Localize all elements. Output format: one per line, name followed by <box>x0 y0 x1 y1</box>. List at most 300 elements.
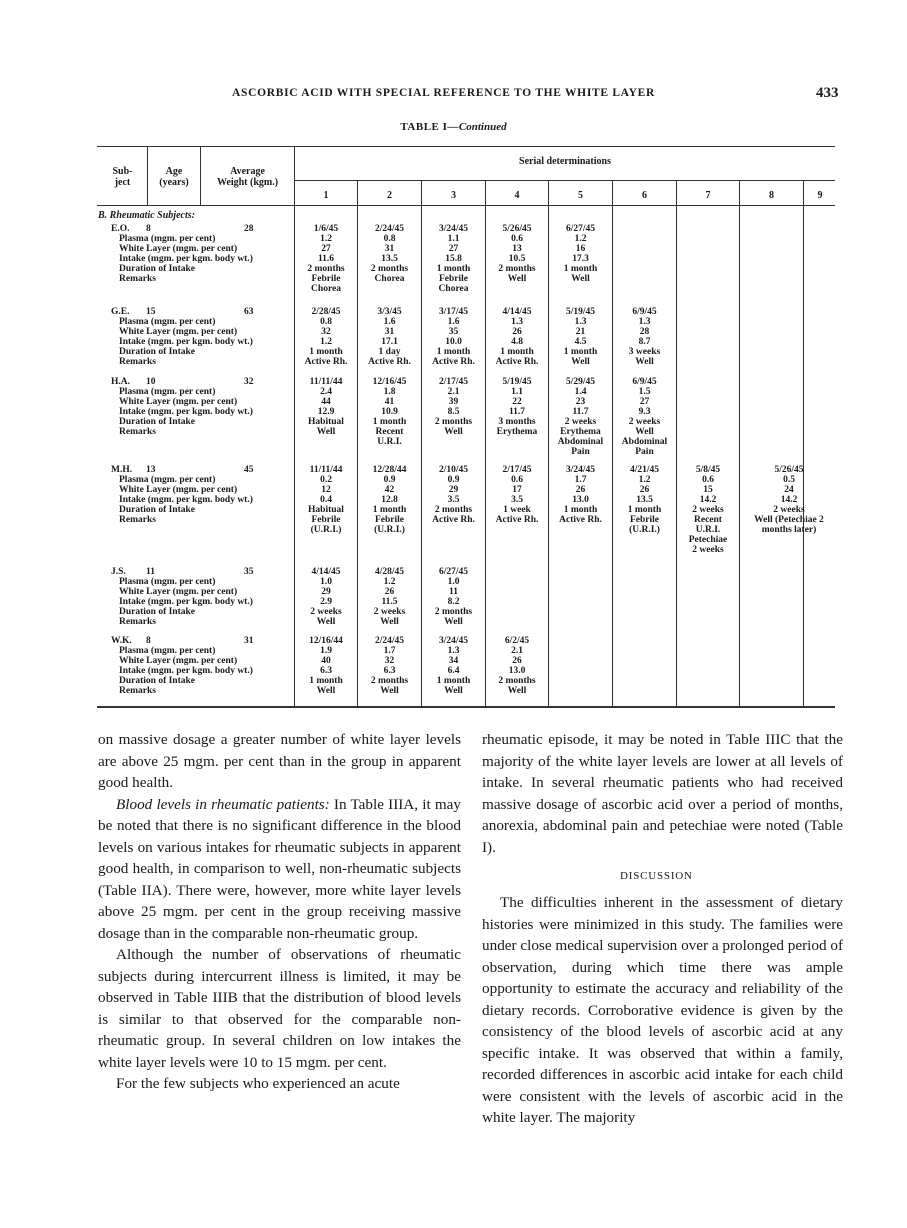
table-cell-stack <box>358 567 421 627</box>
table-cell: months later) <box>761 525 817 535</box>
table-cell: 17.1 <box>381 337 398 347</box>
table-cell-stack <box>422 567 485 627</box>
left-para-2 <box>98 794 461 945</box>
table-cell: 31 <box>384 327 395 337</box>
table-cell-stack <box>295 567 357 627</box>
table-cell: 14.2 <box>780 495 798 505</box>
right-para-1: rheumatic episode, it may be noted in Table IIIC that the majority of the white layer levels are lower at all levels of intake. In several rheumatic patients who had received massive dosage of ascorbic acid over a period of months, anorexia, abdominal pain and petechiae were noted (Table I). <box>482 731 843 856</box>
subject-header <box>100 166 145 188</box>
table-cell: 5/19/45 <box>565 307 596 317</box>
table-cell: 1.9 <box>320 646 332 656</box>
col-divider-6 <box>676 180 677 706</box>
table-cell: 1.2 <box>383 577 396 587</box>
table-cell: 42 <box>384 485 395 495</box>
table-cell-stack <box>295 307 357 367</box>
table-cell: 1 month <box>309 347 343 357</box>
table-cell-stack <box>422 224 485 294</box>
weight-header-line2: Weight (kgm.) <box>216 177 279 188</box>
table-cell: Recent <box>375 427 404 437</box>
table-cell: 13.0 <box>508 666 526 676</box>
table-cell: 3 months <box>498 417 536 427</box>
row-label: White Layer (mgm. per cent) <box>119 656 238 666</box>
table-cell: 12/28/44 <box>372 465 407 475</box>
table-cell: 10.5 <box>508 254 526 264</box>
table-cell: 1 week <box>503 505 531 515</box>
table-cell: 6/9/45 <box>632 307 657 317</box>
row-label: White Layer (mgm. per cent) <box>119 327 238 337</box>
table-cell: 3/3/45 <box>377 307 402 317</box>
table-cell: Abdominal <box>557 437 604 447</box>
table-cell: Chorea <box>311 284 341 294</box>
weight-header <box>201 166 294 188</box>
table-cell: 12.8 <box>381 495 398 505</box>
table-cell: Active Rh. <box>432 357 475 367</box>
table-cell: 26 <box>575 485 586 495</box>
table-cell: 1 month <box>372 505 407 515</box>
col-divider-7 <box>739 180 740 706</box>
row-label: White Layer (mgm. per cent) <box>119 485 238 495</box>
table-cell: Well <box>444 427 463 437</box>
table-cell: 31 <box>384 244 395 254</box>
table-cell-stack <box>549 377 612 457</box>
table-cell: 3/24/45 <box>438 224 469 234</box>
table-cell: 2.1 <box>447 387 460 397</box>
col-num-5: 5 <box>578 190 583 201</box>
table-cell-stack <box>358 307 421 367</box>
table-cell: U.R.I. <box>377 437 402 447</box>
table-cell-stack <box>613 307 676 367</box>
table-cell: 4/14/45 <box>502 307 532 317</box>
table-cell: 32 <box>384 656 395 666</box>
table-cell: 11/11/44 <box>309 377 343 387</box>
table-cell: 6/2/45 <box>504 636 530 646</box>
col-num-4: 4 <box>514 190 520 201</box>
row-label: Intake (mgm. per kgm. body wt.) <box>119 407 253 417</box>
caption-suffix: Continued <box>458 121 507 133</box>
row-label: Duration of Intake <box>119 676 196 686</box>
col-num-3: 3 <box>451 190 456 201</box>
table-cell: 1 month <box>309 676 343 686</box>
table-cell: 2/24/45 <box>374 636 405 646</box>
table-cell-stack <box>613 465 676 535</box>
table-cell: 1.7 <box>383 646 396 656</box>
table-cell: 32 <box>321 327 331 337</box>
table-cell: 1.2 <box>574 234 587 244</box>
subject-age: 11 <box>146 567 155 577</box>
table-cell: 0.8 <box>320 317 332 327</box>
table-cell: 14.2 <box>699 495 717 505</box>
left-para-2-text: In Table IIIA, it may be noted that there is no significant difference in the blood levels on various intakes for rheumatic subjects in apparent good health, in comparison to well, non-rheumatic subjects (Table IIA). There were, however, more white layer levels above 25 mgm. per cent in the group receiving massive dosage than in the comparable non-rheumatic group. <box>98 795 461 942</box>
subject-head-line <box>111 224 296 234</box>
table-cell: 6/9/45 <box>632 377 657 387</box>
table-cell: 2 weeks <box>310 607 342 617</box>
table-cell: Well <box>444 686 463 696</box>
table-cell: 3/24/45 <box>565 465 596 475</box>
table-cell: 39 <box>448 397 459 407</box>
table-cell: 40 <box>321 656 331 666</box>
table-cell: (U.R.I.) <box>374 525 405 535</box>
right-column <box>482 729 843 858</box>
table-cell: Well <box>507 686 527 696</box>
row-label: Remarks <box>119 357 156 367</box>
table-cell: 5/26/45 <box>774 465 804 475</box>
subject-weight: 63 <box>244 307 254 317</box>
table-cell: Well <box>507 274 527 284</box>
table-cell: 12/16/45 <box>372 377 407 387</box>
table-cell: 26 <box>512 656 522 666</box>
table-cell: 1 month <box>627 505 662 515</box>
table-cell-stack <box>358 224 421 284</box>
table-cell: 23 <box>575 397 586 407</box>
table-cell-stack <box>422 465 485 525</box>
table-cell: 22 <box>512 397 522 407</box>
row-label: White Layer (mgm. per cent) <box>119 397 238 407</box>
subject-header-line2: ject <box>114 177 131 188</box>
row-label: Plasma (mgm. per cent) <box>119 387 216 397</box>
subject-name: W.K. <box>111 636 132 646</box>
table-cell: 2.4 <box>320 387 332 397</box>
table-cell-stack <box>613 377 676 457</box>
col-num-7: 7 <box>705 190 711 201</box>
age-header-line2: (years) <box>159 177 189 188</box>
table-cell: 3/24/45 <box>438 636 469 646</box>
left-para-2-heading: Blood levels in rheumatic patients: <box>116 795 330 813</box>
table-cell: 4.8 <box>511 337 523 347</box>
table-cell: (U.R.I.) <box>310 525 342 535</box>
table-cell: 6.3 <box>320 666 332 676</box>
table-cell-stack <box>422 377 485 437</box>
table-cell: U.R.I. <box>695 525 721 535</box>
subject-age: 15 <box>146 307 156 317</box>
table-cell: 2 months <box>434 417 473 427</box>
table-cell: Pain <box>635 447 654 457</box>
table-cell: 1 month <box>436 264 471 274</box>
table-cell: Habitual <box>308 417 344 427</box>
table-cell: 1.1 <box>511 387 523 397</box>
subject-label-block <box>111 465 296 525</box>
table-cell: 8.7 <box>638 337 651 347</box>
table-cell: Chorea <box>438 284 469 294</box>
table-cell: 5/8/45 <box>695 465 721 475</box>
table-cell: Pain <box>571 447 590 457</box>
table-cell: Petechiae <box>688 535 728 545</box>
table-cell: 6.3 <box>383 666 396 676</box>
table-cell: 2/17/45 <box>502 465 532 475</box>
table-cell: 11.5 <box>381 597 398 607</box>
table-cell: 0.9 <box>447 475 460 485</box>
row-label: Remarks <box>119 427 156 437</box>
table-cell: 2 months <box>498 676 536 686</box>
table-cell-stack <box>486 377 548 437</box>
table-cell: 1.5 <box>638 387 651 397</box>
subject-head-line <box>111 377 296 387</box>
table-cell: 2/28/45 <box>311 307 341 317</box>
table-cell: 26 <box>384 587 395 597</box>
table-cell: Well <box>444 617 463 627</box>
subject-name: G.E. <box>111 307 130 317</box>
table-cell-stack <box>486 307 548 367</box>
table-cell: Febrile <box>374 515 404 525</box>
table-cell: 17.3 <box>572 254 589 264</box>
subject-age: 8 <box>146 636 151 646</box>
table-cell: 16 <box>575 244 586 254</box>
table-cell: 13.0 <box>572 495 589 505</box>
table-cell: 34 <box>448 656 459 666</box>
table-cell: 1/6/45 <box>313 224 339 234</box>
table-cell: Well <box>316 617 336 627</box>
running-head: ASCORBIC ACID WITH SPECIAL REFERENCE TO THE WHITE LAYER <box>232 87 656 99</box>
table-cell: 0.2 <box>320 475 332 485</box>
discussion-heading: DISCUSSION <box>620 870 693 882</box>
table-cell: 28 <box>639 327 650 337</box>
row-label: Intake (mgm. per kgm. body wt.) <box>119 254 253 264</box>
table-cell: 17 <box>512 485 522 495</box>
table-cell: 1 month <box>500 347 534 357</box>
table-cell: 2 months <box>370 264 409 274</box>
table-cell: 3 weeks <box>628 347 661 357</box>
table-cell-stack <box>549 465 612 525</box>
table-cell: 11/11/44 <box>309 465 343 475</box>
table-cell: 1.0 <box>320 577 332 587</box>
col-num-2: 2 <box>387 190 392 201</box>
table-cell: 4/14/45 <box>311 567 341 577</box>
table-cell: 11.7 <box>572 407 589 417</box>
table-cell: 12.9 <box>317 407 335 417</box>
subject-weight: 32 <box>244 377 254 387</box>
table-cell: 1.4 <box>574 387 587 397</box>
table-cell: 1.6 <box>447 317 460 327</box>
table-cell: 27 <box>321 244 331 254</box>
subject-label-block <box>111 224 296 284</box>
table-cell-stack <box>740 465 838 535</box>
table-cell: 1.2 <box>320 337 332 347</box>
section-title: B. Rheumatic Subjects: <box>98 210 195 221</box>
table-cell: 1.8 <box>383 387 396 397</box>
table-cell: 35 <box>448 327 459 337</box>
table-cell: 5/26/45 <box>502 224 532 234</box>
table-cell-stack <box>486 224 548 284</box>
table-cell: 8.2 <box>447 597 460 607</box>
table-cell: Erythema <box>560 427 601 437</box>
left-column <box>98 729 461 1095</box>
table-cell: 41 <box>384 397 395 407</box>
table-cell: 1.6 <box>383 317 396 327</box>
table-cell: 1.2 <box>320 234 332 244</box>
col-num-8: 8 <box>769 190 774 201</box>
row-label: Duration of Intake <box>119 347 196 357</box>
table-cell: (U.R.I.) <box>629 525 660 535</box>
row-label: Plasma (mgm. per cent) <box>119 475 216 485</box>
table-cell: 13.5 <box>381 254 398 264</box>
table-cell: 1.1 <box>447 234 460 244</box>
table-cell: 3.5 <box>447 495 460 505</box>
table-cell: Erythema <box>496 427 538 437</box>
subject-header-line1: Sub- <box>112 166 133 177</box>
row-label: Intake (mgm. per kgm. body wt.) <box>119 597 253 607</box>
table-cell: Well <box>571 274 590 284</box>
subject-name: J.S. <box>111 567 126 577</box>
table-cell-stack <box>549 307 612 367</box>
table-cell: 10.0 <box>445 337 462 347</box>
table-cell: 2 months <box>370 676 409 686</box>
table-cell: 2.1 <box>511 646 523 656</box>
table-cell-stack <box>486 465 548 525</box>
left-para-1: on massive dosage a greater number of white layer levels are above 25 mgm. per cent than in the group in apparent good health. <box>98 731 461 791</box>
subject-name: M.H. <box>111 465 133 475</box>
page-number: 433 <box>816 85 839 101</box>
table-cell: Active Rh. <box>368 357 411 367</box>
table-cell: 1 day <box>378 347 401 357</box>
table-cell: 1 month <box>372 417 407 427</box>
table-cell: 4.5 <box>574 337 587 347</box>
col-num-9: 9 <box>817 190 823 201</box>
row-label: White Layer (mgm. per cent) <box>119 244 238 254</box>
table-cell: Active Rh. <box>495 515 539 525</box>
col-num-1: 1 <box>323 190 329 201</box>
row-label: Duration of Intake <box>119 505 196 515</box>
row-label: Intake (mgm. per kgm. body wt.) <box>119 666 253 676</box>
row-label: Remarks <box>119 617 156 627</box>
subject-weight: 35 <box>244 567 254 577</box>
row-label: Duration of Intake <box>119 607 196 617</box>
table-cell-stack <box>295 224 357 294</box>
table-cell: 12 <box>321 485 331 495</box>
subject-age: 13 <box>146 465 156 475</box>
table-cell-stack <box>422 636 485 696</box>
table-cell: 1.3 <box>638 317 651 327</box>
table-cell: Well <box>316 427 336 437</box>
table-cell: Well <box>635 427 654 437</box>
table-cell: 1.2 <box>638 475 651 485</box>
table-cell: 0.6 <box>511 475 523 485</box>
table-cell: Febrile <box>629 515 659 525</box>
table-cell: 2 weeks <box>692 505 724 515</box>
row-label: Plasma (mgm. per cent) <box>119 234 216 244</box>
subject-head-line <box>111 567 296 577</box>
table-cell: Active Rh. <box>432 515 475 525</box>
table-cell: 6/27/45 <box>565 224 596 234</box>
table-cell-stack <box>358 465 421 535</box>
table-cell-stack <box>295 636 357 696</box>
table-cell: 24 <box>784 485 794 495</box>
table-cell: 2.9 <box>320 597 332 607</box>
row-label: Remarks <box>119 274 156 284</box>
age-header <box>148 166 200 188</box>
row-label: Plasma (mgm. per cent) <box>119 317 216 327</box>
table-cell: 1 month <box>436 676 471 686</box>
table-cell: 1 month <box>436 347 471 357</box>
table-cell: 2 months <box>307 264 345 274</box>
table-cell: Habitual <box>308 505 344 515</box>
table-cell-stack <box>358 636 421 696</box>
table-cell: Well <box>635 357 654 367</box>
table-cell: Febrile <box>311 274 341 284</box>
table-cell: 2 weeks <box>564 417 597 427</box>
table-cell: 13.5 <box>636 495 653 505</box>
table-cell-stack <box>358 377 421 447</box>
subject-weight: 28 <box>244 224 254 234</box>
table-cell-stack <box>549 224 612 284</box>
table-cell: 13 <box>512 244 522 254</box>
table-cell: 0.9 <box>383 475 396 485</box>
subject-label-block <box>111 307 296 367</box>
table-cell: 2/10/45 <box>438 465 469 475</box>
table-cell: 1 month <box>563 347 598 357</box>
subject-weight: 45 <box>244 465 254 475</box>
subject-name: E.O. <box>111 224 130 234</box>
table-cell: 0.8 <box>383 234 396 244</box>
table-cell: 2/17/45 <box>438 377 469 387</box>
table-cell: 6.4 <box>447 666 460 676</box>
table-cell: 9.3 <box>638 407 651 417</box>
subject-age: 8 <box>146 224 151 234</box>
table-cell: 21 <box>575 327 586 337</box>
header-mid-rule <box>294 180 835 181</box>
table-cell: 2 weeks <box>773 505 805 515</box>
table-cell: 8.5 <box>447 407 460 417</box>
table-cell: 5/29/45 <box>565 377 596 387</box>
table-cell: 26 <box>512 327 522 337</box>
table-cell: Febrile <box>438 274 468 284</box>
table-cell-stack <box>422 307 485 367</box>
subject-head-line <box>111 465 296 475</box>
table-cell-stack <box>677 465 739 555</box>
table-cell: 4/28/45 <box>374 567 405 577</box>
row-label: Intake (mgm. per kgm. body wt.) <box>119 337 253 347</box>
table-cell: 11 <box>449 587 458 597</box>
table-cell: Febrile <box>311 515 341 525</box>
table-cell: Abdominal <box>621 437 668 447</box>
caption-prefix: TABLE I— <box>400 121 459 133</box>
subject-label-block <box>111 636 296 696</box>
right-column-discussion <box>482 892 843 1129</box>
table-cell: 0.6 <box>702 475 714 485</box>
col-num-6: 6 <box>642 190 647 201</box>
subject-age: 10 <box>146 377 156 387</box>
table-cell: 15 <box>703 485 713 495</box>
table-cell-stack <box>295 377 357 437</box>
table-cell: 1.7 <box>574 475 587 485</box>
table-cell: 29 <box>321 587 331 597</box>
subject-head-line <box>111 636 296 646</box>
table-cell: Active Rh. <box>304 357 348 367</box>
row-label: Plasma (mgm. per cent) <box>119 646 216 656</box>
table-cell: 27 <box>639 397 650 407</box>
table-cell: 1.3 <box>574 317 587 327</box>
table-cell: 11.6 <box>317 254 335 264</box>
table-cell: 2 months <box>434 607 473 617</box>
table-cell: Well <box>571 357 590 367</box>
table-cell: 15.8 <box>445 254 462 264</box>
serial-header: Serial determinations <box>519 156 611 167</box>
col-divider-8 <box>803 180 804 706</box>
table-cell: 5/19/45 <box>502 377 532 387</box>
row-label: Remarks <box>119 515 156 525</box>
table-cell: Well <box>380 617 399 627</box>
table-cell: 1 month <box>563 505 598 515</box>
table-cell: 10.9 <box>381 407 398 417</box>
table-cell: 1.3 <box>447 646 460 656</box>
header-bottom-rule <box>97 205 835 206</box>
table-cell: Active Rh. <box>559 515 602 525</box>
row-label: Plasma (mgm. per cent) <box>119 577 216 587</box>
table-cell: 44 <box>321 397 331 407</box>
table-cell: 0.4 <box>320 495 332 505</box>
table-cell: 27 <box>448 244 459 254</box>
row-label: Duration of Intake <box>119 264 196 274</box>
table-cell: 1.3 <box>511 317 523 327</box>
table-cell: 12/16/44 <box>309 636 343 646</box>
